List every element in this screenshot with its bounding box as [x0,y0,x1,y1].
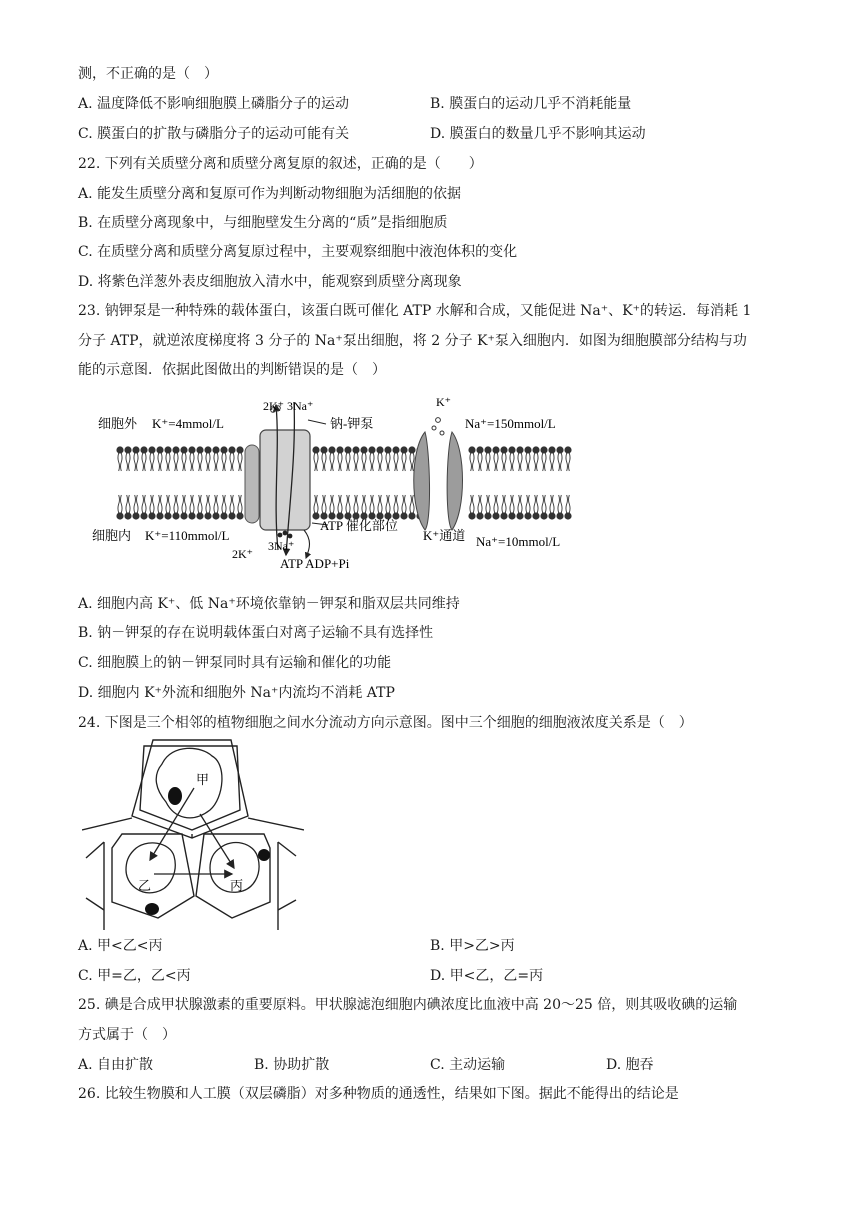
q22-option-b: B. 在质壁分离现象中，与细胞壁发生分离的“质”是指细胞质 [78,215,448,231]
lipid-molecule [228,446,235,471]
lipid-molecule [328,446,335,471]
nucleus-bing [258,849,270,861]
lipid-molecule [516,495,523,520]
arrow-jia-to-bing [200,814,234,868]
lipid-molecule [548,495,555,520]
lipid-molecule [468,495,475,520]
membrane-figure [80,390,580,575]
lipid-molecule [156,495,163,520]
q25-stem-line2: 方式属于（ ） [78,1027,176,1043]
label-yi: 乙 [138,878,152,893]
q23-option-b: B. 钠－钾泵的存在说明载体蛋白对离子运输不具有选择性 [78,625,434,641]
k-inside-label: K⁺=110mmol/L [145,528,230,543]
lipid-molecule [116,495,123,520]
lipid-molecule [376,446,383,471]
lipid-bilayer [116,446,571,519]
lipid-molecule [360,495,367,520]
lipid-molecule [336,446,343,471]
lipid-molecule [500,446,507,471]
q24-option-a: A. 甲<乙<丙 [78,938,163,954]
membrane-protein [245,445,259,523]
q23-option-c: C. 细胞膜上的钠－钾泵同时具有运输和催化的功能 [78,655,392,671]
lipid-molecule [556,495,563,520]
lipid-molecule [228,495,235,520]
atp-site-label: ATP 催化部位 [320,518,398,533]
lipid-molecule [352,446,359,471]
q21-option-a: A. 温度降低不影响细胞膜上磷脂分子的运动 [78,96,350,112]
lipid-molecule [400,495,407,520]
lipid-molecule [376,495,383,520]
lipid-molecule [476,495,483,520]
q21-option-c: C. 膜蛋白的扩散与磷脂分子的运动可能有关 [78,126,350,142]
lipid-molecule [196,495,203,520]
lipid-molecule [344,495,351,520]
lipid-molecule [188,446,195,471]
sodium-potassium-pump [260,430,310,530]
pump-label: 钠-钾泵 [330,416,374,431]
nucleus-yi [145,903,159,915]
potassium-channel-right [447,432,462,530]
lipid-molecule [220,495,227,520]
bottom-na-label: 3Na⁺ [268,539,295,553]
atp-label: ATP ADP+Pi [280,556,350,571]
plant-cells-figure [82,738,304,930]
lipid-molecule [140,495,147,520]
q24-option-b: B. 甲>乙>丙 [430,938,515,954]
q22-stem: 22. 下列有关质壁分离和质壁分离复原的叙述，正确的是（ ） [78,156,483,172]
lipid-molecule [384,495,391,520]
lipid-molecule [204,495,211,520]
lipid-molecule [204,446,211,471]
lipid-molecule [476,446,483,471]
lipid-molecule [220,446,227,471]
lipid-molecule [500,495,507,520]
lipid-molecule [148,446,155,471]
lipid-molecule [360,446,367,471]
bottom-k-label: 2K⁺ [232,547,253,561]
lipid-molecule [368,446,375,471]
lipid-molecule [180,495,187,520]
lipid-molecule [540,446,547,471]
lipid-molecule [212,446,219,471]
q24-option-c: C. 甲=乙，乙<丙 [78,968,191,984]
k-outside-label: K⁺=4mmol/L [152,416,224,431]
q23-stem-line2: 分子 ATP，就逆浓度梯度将 3 分子的 Na⁺泵出细胞，将 2 分子 K⁺泵入细胞内．如图为细胞膜部分结构与功 [78,333,747,349]
q21-stem-continuation: 测，不正确的是（ ） [78,66,218,82]
lipid-molecule [516,446,523,471]
lipid-molecule [188,495,195,520]
lipid-molecule [400,446,407,471]
lipid-molecule [392,446,399,471]
lipid-molecule [148,495,155,520]
lipid-molecule [524,495,531,520]
k-ion-label: K⁺ [436,395,451,409]
cell-jia [156,748,222,818]
lipid-molecule [328,495,335,520]
lipid-molecule [492,446,499,471]
lipid-molecule [548,446,555,471]
lipid-molecule [320,495,327,520]
q23-option-d: D. 细胞内 K⁺外流和细胞外 Na⁺内流均不消耗 ATP [78,685,395,701]
lipid-molecule [236,495,243,520]
lipid-molecule [124,495,131,520]
top-ions-label: 2K⁺ 3Na⁺ [263,399,314,413]
q26-stem: 26. 比较生物膜和人工膜（双层磷脂）对多种物质的通透性，结果如下图。据此不能得出的结论是 [78,1086,679,1102]
lipid-molecule [164,446,171,471]
lipid-molecule [532,446,539,471]
lipid-molecule [392,495,399,520]
lipid-molecule [524,446,531,471]
na-inside-label: Na⁺=10mmol/L [476,534,561,549]
q22-option-d: D. 将紫色洋葱外表皮细胞放入清水中，能观察到质壁分离现象 [78,274,462,290]
lipid-molecule [156,446,163,471]
label-bing: 丙 [230,878,244,893]
inside-label: 细胞内 [92,528,132,543]
lipid-molecule [508,446,515,471]
lipid-molecule [352,495,359,520]
outside-label: 细胞外 [98,416,138,431]
q22-option-c: C. 在质壁分离和质壁分离复原过程中，主要观察细胞中液泡体积的变化 [78,244,518,260]
lipid-molecule [212,495,219,520]
lipid-molecule [468,446,475,471]
lipid-molecule [384,446,391,471]
lipid-molecule [312,495,319,520]
q25-option-b: B. 协助扩散 [254,1057,330,1073]
lipid-molecule [484,495,491,520]
lipid-molecule [124,446,131,471]
lipid-molecule [172,495,179,520]
nucleus-jia [168,787,182,805]
q23-stem-line1: 23. 钠钾泵是一种特殊的载体蛋白，该蛋白既可催化 ATP 水解和合成，又能促进 Na⁺、K⁺的转运．每消耗 1 [78,303,752,319]
label-jia: 甲 [196,772,210,787]
lipid-molecule [508,495,515,520]
lipid-molecule [132,446,139,471]
lipid-molecule [532,495,539,520]
q24-stem: 24. 下图是三个相邻的植物细胞之间水分流动方向示意图。图中三个细胞的细胞液浓度关系是（ ） [78,715,693,731]
q21-option-b: B. 膜蛋白的运动几乎不消耗能量 [430,96,632,112]
lipid-molecule [180,446,187,471]
lipid-molecule [196,446,203,471]
lipid-molecule [140,446,147,471]
lipid-molecule [344,446,351,471]
lipid-molecule [320,446,327,471]
na-outside-label: Na⁺=150mmol/L [465,416,556,431]
lipid-molecule [132,495,139,520]
lipid-molecule [116,446,123,471]
q23-stem-line3: 能的示意图．依据此图做出的判断错误的是（ ） [78,362,386,378]
q25-option-c: C. 主动运输 [430,1057,506,1073]
lipid-molecule [368,495,375,520]
lipid-molecule [492,495,499,520]
q22-option-a: A. 能发生质壁分离和复原可作为判断动物细胞为活细胞的依据 [78,186,462,202]
lipid-molecule [172,446,179,471]
potassium-channel-left [414,432,430,530]
lipid-molecule [236,446,243,471]
lipid-molecule [484,446,491,471]
lipid-molecule [540,495,547,520]
q24-option-d: D. 甲<乙，乙=丙 [430,968,544,984]
lipid-molecule [556,446,563,471]
q21-option-d: D. 膜蛋白的数量几乎不影响其运动 [430,126,646,142]
cell-walls [82,740,304,930]
q25-option-d: D. 胞吞 [606,1057,654,1073]
q23-option-a: A. 细胞内高 K⁺、低 Na⁺环境依靠钠－钾泵和脂双层共同维持 [78,596,460,612]
lipid-molecule [164,495,171,520]
q25-stem-line1: 25. 碘是合成甲状腺激素的重要原料。甲状腺滤泡细胞内碘浓度比血液中高 20～25 倍，则其吸收碘的运输 [78,997,738,1013]
k-channel-label: K⁺通道 [423,528,466,543]
lipid-molecule [564,495,571,520]
lipid-molecule [564,446,571,471]
lipid-molecule [336,495,343,520]
q25-option-a: A. 自由扩散 [78,1057,154,1073]
lipid-molecule [312,446,319,471]
